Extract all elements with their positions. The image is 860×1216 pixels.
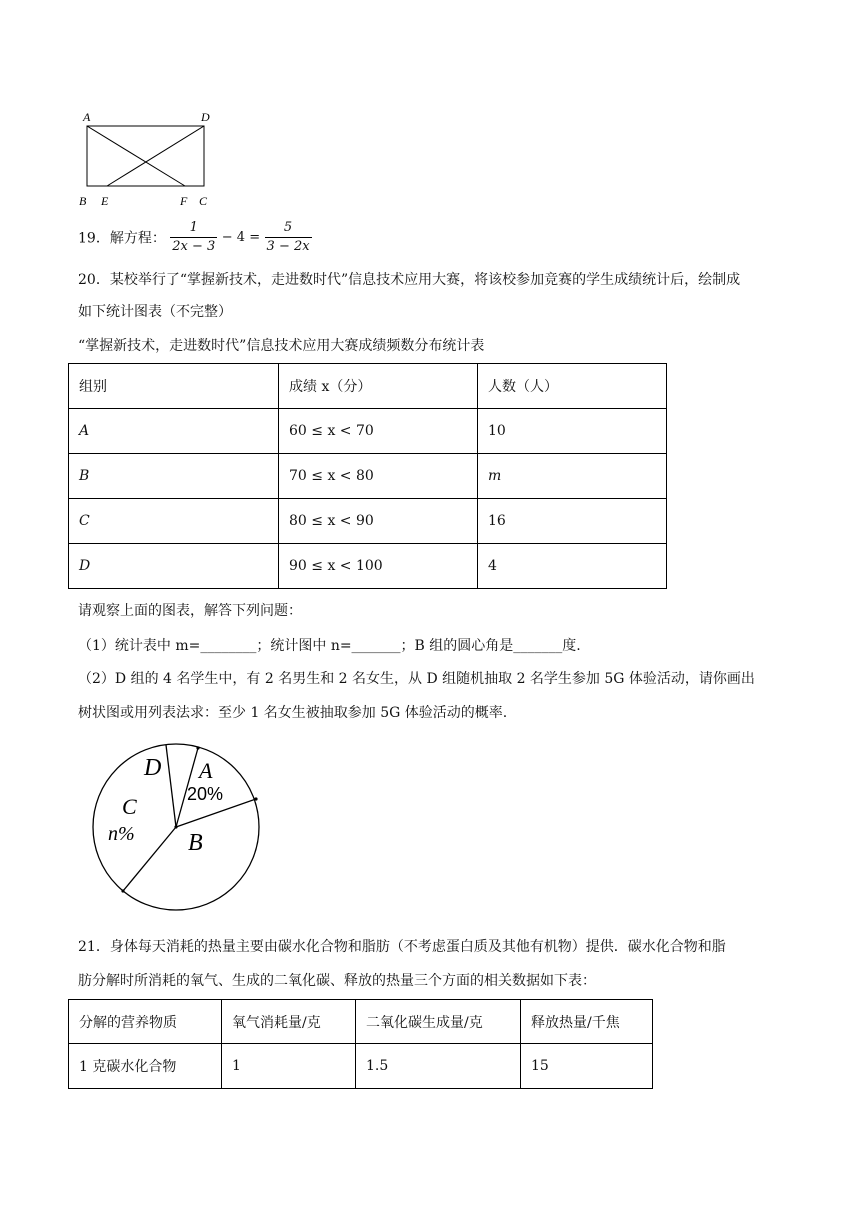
cell-score: 60 ≤ x < 70	[279, 409, 478, 454]
q21-line-1: 21．身体每天消耗的热量主要由碳水化合物和脂肪（不考虑蛋白质及其他有机物）提供．碳水化合物和脂	[78, 939, 726, 955]
header-group: 组别	[69, 364, 279, 409]
cell-count: 16	[478, 499, 667, 544]
header-co2: 二氧化碳生成量/克	[356, 1000, 521, 1044]
q20-line-2: 如下统计图表（不完整）	[78, 304, 232, 320]
cell-heat: 15	[521, 1044, 653, 1089]
pie-label-c-percent: n%	[108, 823, 135, 845]
table-row	[69, 499, 667, 544]
vertex-label-b: B	[79, 194, 87, 208]
q20-part-1: （1）统计表中 m=________；统计图中 n=_______；B 组的圆心角是_______度.	[78, 638, 581, 654]
vertex-label-e: E	[101, 194, 109, 208]
cell-oxygen: 1	[222, 1044, 356, 1089]
q19-fraction-1	[170, 219, 217, 256]
q19-frac2-numerator: 5	[283, 220, 293, 235]
cell-score: 70 ≤ x < 80	[279, 454, 478, 499]
header-score: 成绩 x（分）	[279, 364, 478, 409]
table-row	[69, 409, 667, 454]
frequency-table	[68, 363, 667, 589]
table-row	[69, 1000, 653, 1044]
table-row	[69, 544, 667, 589]
pie-edge-dot	[121, 889, 124, 892]
pie-label-a-percent: 20%	[187, 784, 224, 804]
header-oxygen: 氧气消耗量/克	[222, 1000, 356, 1044]
rectangle-figure	[74, 104, 234, 212]
q20-part-2-line-1: （2）D 组的 4 名学生中，有 2 名男生和 2 名女生，从 D 组随机抽取 2 名学生参加 5G 体验活动，请你画出	[78, 671, 755, 687]
pie-edge-dot	[196, 746, 199, 749]
table-row	[69, 364, 667, 409]
q19-number: 19．	[78, 230, 110, 247]
q19-frac1-numerator: 1	[189, 220, 198, 235]
cell-count: m	[478, 454, 667, 499]
vertex-label-a: A	[83, 110, 91, 124]
cell-count: 10	[478, 409, 667, 454]
header-count: 人数（人）	[478, 364, 667, 409]
cell-group: B	[69, 454, 279, 499]
q19-text: 解方程：	[109, 230, 166, 247]
q19-minus-four: − 4 =	[221, 230, 261, 245]
cell-score: 90 ≤ x < 100	[279, 544, 478, 589]
pie-edge-dot	[254, 797, 257, 800]
pie-center-dot	[174, 825, 177, 828]
cell-nutrient: 1 克碳水化合物	[69, 1044, 222, 1089]
table-row	[69, 1044, 653, 1089]
cell-count: 4	[478, 544, 667, 589]
q20-intro: 请观察上面的图表，解答下列问题：	[78, 603, 302, 619]
q21-line-2: 肪分解时所消耗的氧气、生成的二氧化碳、释放的热量三个方面的相关数据如下表：	[78, 973, 596, 989]
q20-table-title: “掌握新技术，走进数时代”信息技术应用大赛成绩频数分布统计表	[78, 338, 485, 354]
question-19	[78, 219, 312, 259]
q19-frac2-denominator: 3 − 2x	[266, 239, 310, 254]
q20-part-2-line-2: 树状图或用列表法求：至少 1 名女生被抽取参加 5G 体验活动的概率.	[78, 705, 508, 721]
q19-fraction-2	[265, 219, 312, 256]
cell-group: C	[69, 499, 279, 544]
table-row	[69, 454, 667, 499]
cell-group: A	[69, 409, 279, 454]
q20-line-1: 20．某校举行了“掌握新技术，走进数时代”信息技术应用大赛，将该校参加竞赛的学生成绩统计后，绘制成	[78, 272, 741, 288]
pie-label-a: A	[199, 758, 213, 783]
header-heat: 释放热量/千焦	[521, 1000, 653, 1044]
q19-frac1-denominator: 2x − 3	[172, 239, 216, 254]
vertex-label-d: D	[201, 110, 210, 124]
cell-co2: 1.5	[356, 1044, 521, 1089]
pie-label-c: C	[122, 794, 137, 819]
vertex-label-c: C	[199, 194, 208, 208]
pie-chart	[86, 740, 276, 920]
cell-score: 80 ≤ x < 90	[279, 499, 478, 544]
header-nutrient: 分解的营养物质	[69, 1000, 222, 1044]
cell-group: D	[69, 544, 279, 589]
pie-label-b: B	[188, 830, 203, 856]
vertex-label-f: F	[180, 194, 188, 208]
pie-label-d: D	[144, 755, 162, 781]
nutrient-table	[68, 999, 653, 1089]
segment-de	[107, 126, 204, 186]
segment-af	[87, 126, 185, 186]
pie-divider-d-c	[166, 745, 176, 827]
rectangle-abcd	[87, 126, 204, 186]
